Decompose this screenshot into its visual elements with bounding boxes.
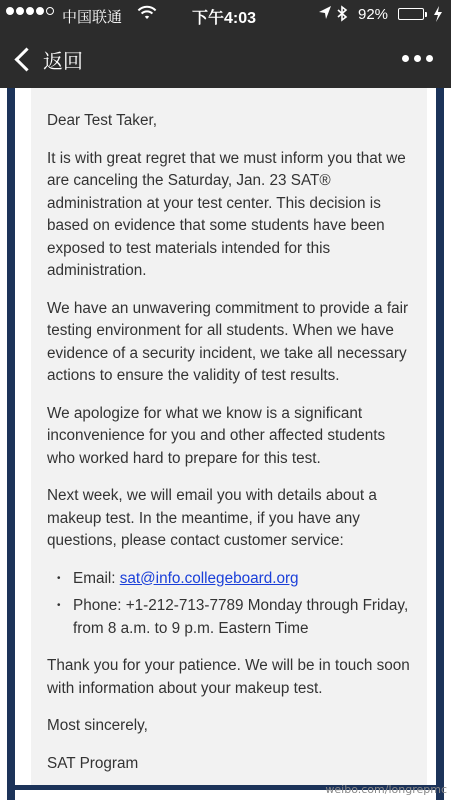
signal-dot <box>46 7 54 15</box>
signal-dot <box>6 7 14 15</box>
back-button[interactable] <box>12 42 83 76</box>
more-dots-icon <box>402 55 409 62</box>
back-button-label: 返回 <box>43 50 83 73</box>
letter-signature: SAT Program <box>47 754 139 772</box>
email-frame-right-border <box>436 88 444 800</box>
signal-strength-icon <box>6 7 54 15</box>
more-dots-icon <box>414 55 421 62</box>
signal-dot <box>16 7 24 15</box>
status-bar <box>0 0 451 30</box>
carrier-name: 中国联通 <box>62 9 123 26</box>
wifi-icon <box>137 5 157 25</box>
email-link[interactable]: sat@info.collegeboard.org <box>119 569 299 587</box>
letter-paragraph: We apologize for what we know is a significant inconvenience for you and other affected students who worked hard to prepare for this test. <box>47 404 386 467</box>
location-arrow-icon <box>318 5 332 25</box>
more-options-button[interactable] <box>402 55 433 62</box>
letter-closing-paragraph: Thank you for your patience. We will be in touch soon with information about your makeup test. <box>47 657 410 697</box>
bullet-icon: • <box>57 572 61 584</box>
contact-email-item <box>47 568 417 591</box>
letter-body <box>31 88 427 785</box>
more-dots-icon <box>426 55 433 62</box>
watermark: weibo.com/longrepmc <box>325 783 447 796</box>
letter-paragraph: We have an unwavering commitment to provide a fair testing environment for all students. When we have evidence of a security incident, we take all necessary actions to ensure the validity of test results. <box>47 299 409 384</box>
navigation-bar <box>0 30 451 88</box>
battery-percent: 92% <box>358 6 389 23</box>
battery-icon <box>398 8 424 20</box>
clock-time: 下午4:03 <box>192 10 257 27</box>
chevron-left-icon <box>14 47 38 71</box>
charging-bolt-icon <box>433 5 443 27</box>
page-content[interactable] <box>0 88 451 800</box>
letter-paragraph: It is with great regret that we must inform you that we are canceling the Saturday, Jan. 23 SAT® administration at your test center. This decision is based on evidence that some students have been exposed to test materials intended for this administration. <box>47 149 406 279</box>
phone-text: Phone: +1-212-713-7789 Monday through Friday, from 8 a.m. to 9 p.m. Eastern Time <box>73 597 409 637</box>
email-label: Email: <box>73 569 120 587</box>
letter-greeting: Dear Test Taker, <box>47 112 157 129</box>
letter-sign-off: Most sincerely, <box>47 717 148 734</box>
contact-phone-item <box>47 595 417 640</box>
signal-dot <box>36 7 44 15</box>
signal-dot <box>26 7 34 15</box>
letter-paragraph: Next week, we will email you with details about a makeup test. In the meantime, if you have any questions, please contact customer service: <box>47 487 377 549</box>
email-frame-left-border <box>7 88 15 800</box>
contact-list <box>47 568 417 641</box>
bluetooth-icon <box>336 5 348 27</box>
bullet-icon: • <box>57 600 61 611</box>
